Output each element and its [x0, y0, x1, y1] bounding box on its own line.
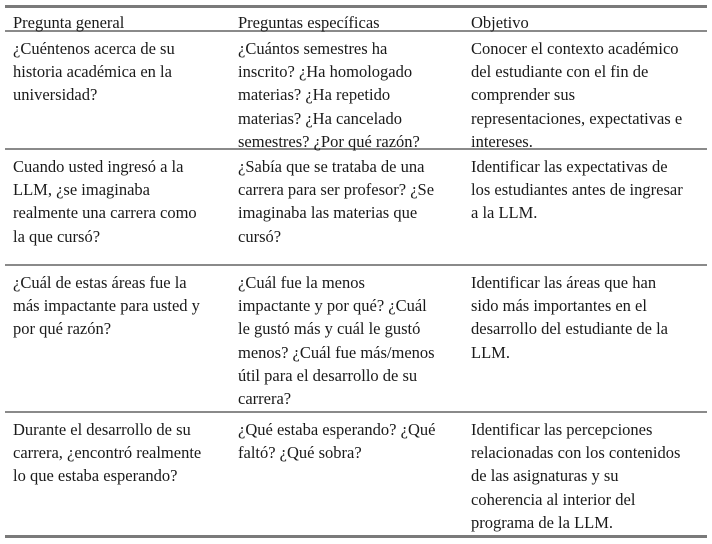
cell-preguntas-especificas [230, 413, 463, 535]
cell-text-line: ¿Cuéntenos acerca de su [13, 39, 175, 58]
cell-text-line: carrera para ser profesor? ¿Se [238, 180, 435, 200]
cell-text-line: a la LLM. [471, 203, 538, 223]
cell-text-line: inscrito? ¿Ha homologado [238, 62, 413, 82]
cell-preguntas-especificas [230, 150, 463, 264]
cell-text-line: LLM. [471, 342, 510, 362]
cell-preguntas-especificas [230, 266, 463, 411]
cell-text-line: representaciones, expectativas e [471, 108, 683, 128]
cell-preguntas-especificas [230, 32, 463, 151]
cell-text-line: semestres? ¿Por qué razón? [238, 131, 420, 151]
cell-text-line: la que cursó? [13, 226, 101, 246]
cell-pregunta-general [5, 413, 230, 535]
cell-text-line: de las asignaturas y su [471, 466, 619, 486]
cell-text-line: lo que estaba esperando? [13, 466, 178, 486]
cell-text-line: comprender sus [471, 85, 576, 105]
cell-text-line: coherencia al interior del [471, 489, 636, 509]
cell-pregunta-general [5, 150, 230, 264]
cell-objetivo [463, 150, 707, 264]
cell-text-line: carrera? [238, 389, 292, 409]
cell-text-line: desarrollo del estudiante de la [471, 319, 669, 339]
cell-text-line: Cuando usted ingresó a la [13, 157, 184, 176]
cell-text-line: imaginaba las materias que [238, 203, 418, 223]
cell-text-line: menos? ¿Cuál fue más/menos [238, 342, 435, 362]
cell-text-line: los estudiantes antes de ingresar [471, 180, 683, 200]
header-preguntas-especificas: Preguntas específicas [238, 13, 380, 32]
interview-table [5, 5, 707, 538]
cell-text-line: del estudiante con el fin de [471, 62, 649, 82]
cell-text-line: materias? ¿Ha repetido [238, 85, 391, 105]
cell-text-line: útil para el desarrollo de su [238, 365, 418, 385]
cell-text-line: Identificar las áreas que han [471, 273, 657, 292]
cell-text-line: Identificar las expectativas de [471, 157, 668, 176]
cell-text-line: Conocer el contexto académico [471, 39, 679, 58]
cell-text-line: por qué razón? [13, 319, 112, 339]
table-row [5, 266, 707, 413]
cell-text-line: materias? ¿Ha cancelado [238, 108, 402, 128]
cell-text-line: ¿Sabía que se trataba de una [238, 157, 425, 176]
cell-text-line: más impactante para usted y [13, 296, 200, 316]
cell-pregunta-general [5, 32, 230, 148]
cell-text-line: programa de la LLM. [471, 512, 614, 532]
cell-text-line: ¿Qué estaba esperando? ¿Qué [238, 420, 436, 439]
table-row [5, 150, 707, 266]
cell-text-line: sido más importantes en el [471, 296, 647, 316]
cell-text-line: impactante y por qué? ¿Cuál [238, 296, 427, 316]
cell-text-line: realmente una carrera como [13, 203, 197, 223]
cell-text-line: faltó? ¿Qué sobra? [238, 443, 362, 463]
cell-objetivo [463, 32, 707, 151]
header-objetivo: Objetivo [471, 13, 529, 32]
table-header-row [5, 5, 707, 32]
cell-text-line: relacionadas con los contenidos [471, 443, 681, 463]
cell-text-line: le gustó más y cuál le gustó [238, 319, 421, 339]
cell-text-line: Identificar las percepciones [471, 420, 653, 439]
cell-text-line: universidad? [13, 85, 98, 105]
cell-text-line: intereses. [471, 131, 533, 151]
cell-text-line: ¿Cuál fue la menos [238, 273, 365, 292]
table-row [5, 413, 707, 538]
header-pregunta-general: Pregunta general [13, 13, 125, 32]
table-row [5, 32, 707, 150]
cell-objetivo [463, 266, 707, 411]
cell-text-line: ¿Cuántos semestres ha [238, 39, 388, 58]
cell-text-line: carrera, ¿encontró realmente [13, 443, 202, 463]
cell-text-line: cursó? [238, 226, 282, 246]
cell-text-line: ¿Cuál de estas áreas fue la [13, 273, 187, 292]
cell-text-line: historia académica en la [13, 62, 172, 82]
cell-text-line: Durante el desarrollo de su [13, 420, 191, 439]
cell-objetivo [463, 413, 707, 535]
cell-pregunta-general [5, 266, 230, 411]
cell-text-line: LLM, ¿se imaginaba [13, 180, 150, 200]
